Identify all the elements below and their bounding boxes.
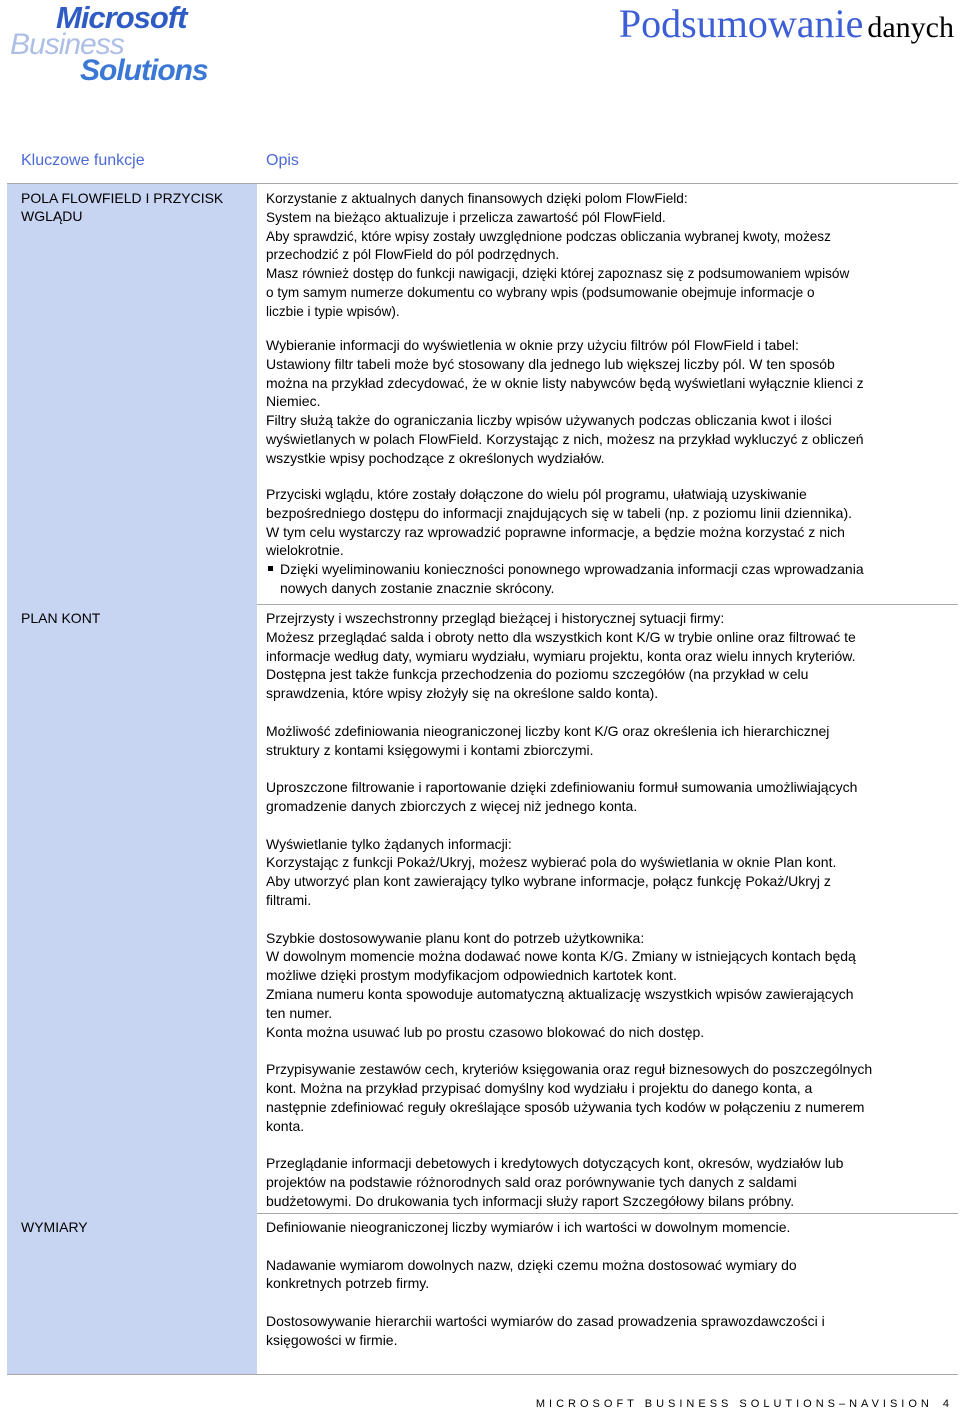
text-line: Wyświetlanie tylko żądanych informacji: [266, 835, 512, 852]
text-line: projektów na podstawie różnorodnych sald oraz porównywanie tych danych z saldami [266, 1173, 797, 1190]
text-line: Przeglądanie informacji debetowych i kredytowych dotyczących kont, okresów, wydziałów lub [266, 1155, 844, 1172]
logo-line-business: Business [10, 28, 124, 61]
text-line: Przypisywanie zestawów cech, kryteriów księgowania oraz reguł biznesowych do poszczególnych [266, 1061, 873, 1078]
text-line: Ustawiony filtr tabeli może być stosowany dla jednego lub większej liczby pól. W ten sposób [266, 355, 835, 372]
feature-wymiary [21, 1218, 88, 1236]
paragraph [266, 929, 956, 1042]
page-footer [536, 1398, 953, 1410]
page-number: 4 [942, 1398, 953, 1410]
text-line: Niemiec. [266, 393, 321, 410]
microsoft-business-solutions-logo [8, 2, 228, 92]
footer-text: MICROSOFT BUSINESS SOLUTIONS–NAVISION [535, 1398, 933, 1410]
text-line: Uproszczone filtrowanie i raportowanie dzięki zdefiniowaniu formuł sumowania umożliwiających [266, 779, 858, 796]
description-lookup-buttons [266, 485, 956, 598]
paragraph [266, 336, 956, 468]
feature-flowfield [21, 189, 223, 225]
text-line: następnie zdefiniować reguły określające sposób używania tych kodów w połączeniu z numerem [266, 1098, 865, 1115]
text-line: księgowości w firmie. [266, 1331, 398, 1348]
feature-column-background [7, 183, 257, 1374]
paragraph [266, 609, 956, 703]
text-line: wielokrotnie. [266, 542, 344, 559]
text-line: Nadawanie wymiarom dowolnych nazw, dzięki czemu można dostosować wymiary do [266, 1256, 797, 1273]
logo-line-solutions: Solutions [80, 54, 208, 87]
bullet-square-icon [268, 566, 273, 571]
table-divider-wymiary [257, 1213, 958, 1214]
paragraph [266, 1256, 956, 1294]
text-line: Dostosowywanie hierarchii wartości wymiarów do zasad prowadzenia sprawozdawczości i [266, 1312, 825, 1329]
paragraph [266, 1218, 956, 1237]
paragraph [266, 778, 956, 816]
text-line: Definiowanie nieograniczonej liczby wymiarów i ich wartości w dowolnym momencie. [266, 1219, 791, 1235]
text-line: liczbie i typie wpisów). [266, 303, 400, 319]
header-key-features: Kluczowe funkcje [21, 152, 145, 169]
text-line: ten numer. [266, 1004, 333, 1021]
paragraph [266, 1154, 956, 1210]
text-line: Filtry służą także do ograniczania liczby wpisów używanych podczas obliczania kwot i ilości [266, 412, 832, 429]
text-line: Szybkie dostosowywanie planu kont do potrzeb użytkownika: [266, 929, 645, 946]
text-line: Przyciski wglądu, które zostały dołączone do wielu pól programu, ułatwiają uzyskiwanie [266, 486, 807, 502]
text-line: konta. [266, 1117, 305, 1134]
text-line: filtrami. [266, 891, 312, 908]
text-line: Korzystając z funkcji Pokaż/Ukryj, możesz wybierać pola do wyświetlania w oknie Plan kont. [266, 854, 837, 871]
feature-label-line: POLA FLOWFIELD I PRZYCISK [21, 190, 224, 206]
feature-plan-kont [21, 609, 100, 627]
text-line: Korzystanie z aktualnych danych finansowych dzięki polom FlowField: [266, 191, 688, 206]
text-line: wszystkie wpisy pochodzące z określonych wydziałów. [266, 449, 605, 466]
text-line: budżetowymi. Do drukowania tych informacji służy raport Szczegółowy bilans próbny. [266, 1192, 795, 1209]
text-line: Aby utworzyć plan kont zawierający tylko wybrane informacje, połącz funkcję Pokaż/Ukryj z [266, 873, 831, 890]
paragraph [266, 190, 956, 322]
text-line: bezpośredniego dostępu do informacji znajdujących się w tabeli (np. z poziomu linii dziennika). [266, 504, 852, 521]
text-line: sprawdzenia, które wpisy złożyły się na określone saldo konta). [266, 685, 659, 702]
header-description: Opis [266, 152, 299, 169]
feature-label-line: PLAN KONT [21, 610, 101, 626]
table-divider-bottom [7, 1374, 958, 1375]
description-flowfield [266, 190, 956, 340]
text-line: Możesz przeglądać salda i obroty netto dla wszystkich kont K/G w trybie online oraz filtrować te [266, 628, 856, 645]
paragraph [266, 1312, 956, 1350]
text-line: o tym samym numerze dokumentu co wybrany wpis (podsumowanie obejmuje informacje o [266, 284, 815, 300]
text-line: nowych danych zostanie znacznie skrócony. [280, 579, 555, 596]
text-line: gromadzenie danych zbiorczych z więcej niż jednego konta. [266, 797, 638, 814]
text-line: Zmiana numeru konta spowoduje automatyczną aktualizację wszystkich wpisów zawierających [266, 985, 854, 1002]
page-title-word1: Podsumowanie [618, 1, 864, 46]
description-filters [266, 336, 956, 486]
text-line: Konta można usuwać lub po prostu czasowo blokować do nich dostęp. [266, 1023, 705, 1040]
text-line: Wybieranie informacji do wyświetlenia w oknie przy użyciu filtrów pól FlowField i tabel: [266, 337, 799, 353]
logo-line-microsoft: Microsoft [56, 0, 187, 35]
text-line: można na przykład zdecydować, że w oknie listy nabywców będą wyświetlani wyłącznie klienci z [266, 374, 864, 391]
text-line: konkretnych potrzeb firmy. [266, 1275, 430, 1292]
text-line: Dzięki wyeliminowaniu konieczności ponownego wprowadzania informacji czas wprowadzania [280, 561, 864, 578]
table-divider-top [7, 183, 958, 184]
description-plan-kont [266, 609, 956, 1211]
description-wymiary [266, 1218, 956, 1350]
page-title-word2: danych [867, 11, 954, 44]
text-line: Dostępna jest także funkcja przechodzenia do poziomu szczegółów (na przykład w celu [266, 666, 809, 683]
text-line: kont. Można na przykład przypisać domyślny kod wydziału i projektu do danego konta, a [266, 1079, 813, 1096]
text-line: W dowolnym momencie można dodawać nowe konta K/G. Zmiany w istniejących kontach będą [266, 948, 856, 965]
text-line: informacje według daty, wymiaru wydziału, wymiaru projektu, konta oraz wielu innych kryteriów. [266, 647, 856, 664]
text-line: przechodzić z pól FlowField do pól podrzędnych. [266, 247, 560, 263]
feature-label-line: WYMIARY [21, 1219, 88, 1235]
paragraph [266, 485, 956, 598]
paragraph [266, 722, 956, 760]
bullet-item [266, 560, 956, 598]
feature-label-line: WGLĄDU [21, 208, 83, 224]
text-line: wyświetlanych w polach FlowField. Korzystając z nich, możesz na przykład wykluczyć z obliczeń [266, 430, 864, 447]
paragraph [266, 835, 956, 910]
text-line: W tym celu wystarczy raz wprowadzić poprawne informacje, a będzie można korzystać z nich [266, 523, 845, 540]
text-line: Przejrzysty i wszechstronny przegląd bieżącej i historycznej sytuacji firmy: [266, 610, 725, 626]
text-line: możliwe dzięki prostym modyfikacjom odpowiednich kartotek kont. [266, 967, 677, 984]
text-line: Aby sprawdzić, które wpisy zostały uwzględnione podczas obliczania wybranej kwoty, możesz [266, 228, 831, 244]
text-line: Możliwość zdefiniowania nieograniczonej liczby kont K/G oraz określenia ich hierarchicznej [266, 722, 830, 739]
text-line: Masz również dostęp do funkcji nawigacji, dzięki której zapoznasz się z podsumowaniem wpisów [266, 266, 850, 282]
table-divider-plan-kont [257, 604, 958, 605]
text-line: struktury z kontami księgowymi i kontami zbiorczymi. [266, 741, 594, 758]
paragraph [266, 1060, 956, 1135]
text-line: System na bieżąco aktualizuje i przelicza zawartość pól FlowField. [266, 209, 666, 225]
page-title [619, 0, 954, 47]
